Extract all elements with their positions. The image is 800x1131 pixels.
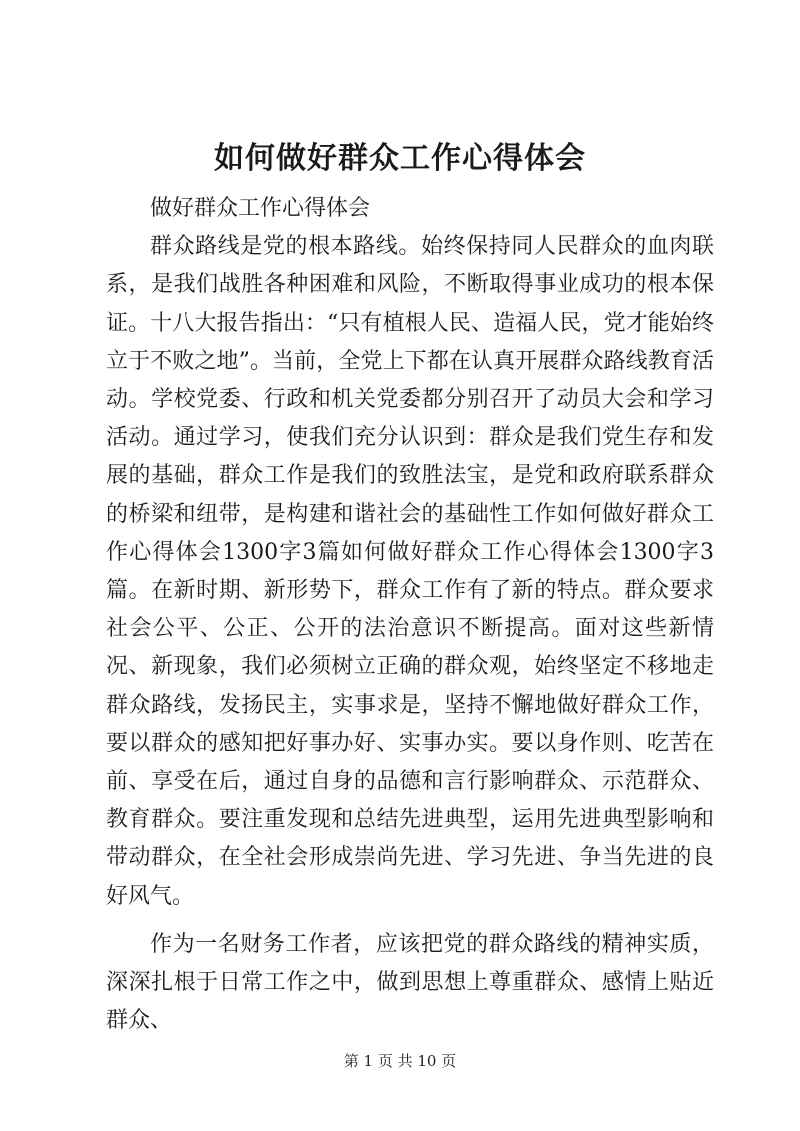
paragraph: 作为一名财务工作者，应该把党的群众路线的精神实质，深深扎根于日常工作之中，做到思想上尊重群众、感情上贴近群众、	[106, 931, 714, 1034]
page-footer: 第 1 页 共 10 页	[343, 1052, 457, 1070]
paragraph: 群众路线是党的根本路线。始终保持同人民群众的血肉联系，是我们战胜各种困难和风险，不断取得事业成功的根本保证。十八大报告指出：“只有植根人民、造福人民，党才能始终立于不败之地”。当前，全党上下都在认真开展群众路线教育活动。学校党委、行政和机关党委都分别召开了动员大会和学习活动。通过学习，使我们充分认识到：群众是我们党生存和发展的基础，群众工作是我们的致胜法宝，是党和政府联系群众的桥梁和纽带，是构建和谐社会的基础性工作如何做好群众工作心得体会1300字3篇如何做好群众工作心得体会1300字3篇。在新时期、新形势下，群众工作有了新的特点。群众要求社会公平、公正、公开的法治意识不断提高。面对这些新情况、新现象，我们必须树立正确的群众观，始终坚定不移地走群众路线，发扬民主，实事求是，坚持不懈地做好群众工作，要以群众的感知把好事办好、实事办实。要以身作则、吃苦在前、享受在后，通过自身的品德和言行影响群众、示范群众、教育群众。要注重发现和总结先进典型，运用先进典型影响和带动群众，在全社会形成崇尚先进、学习先进、争当先进的良好风气。	[106, 234, 714, 909]
document-title: 如何做好群众工作心得体会	[214, 141, 586, 176]
document-body	[106, 190, 714, 1050]
document-subtitle: 做好群众工作心得体会	[150, 196, 371, 221]
